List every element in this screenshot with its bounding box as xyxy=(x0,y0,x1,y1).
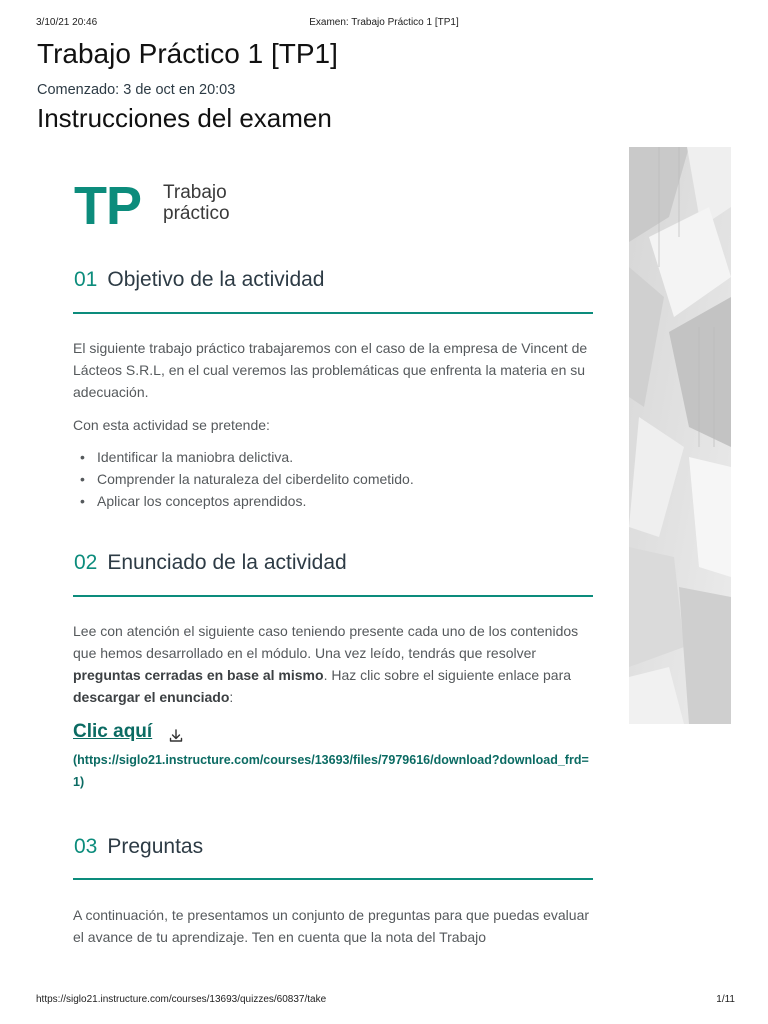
section-divider xyxy=(73,595,593,597)
tp-logo-line2: práctico xyxy=(163,203,230,224)
objetivo-intro: Con esta actividad se pretende: xyxy=(73,417,270,433)
section-divider xyxy=(73,878,593,880)
objetivo-bullet-list xyxy=(73,446,414,512)
section-heading-objetivo xyxy=(74,268,325,292)
quiz-title: Trabajo Práctico 1 [TP1] xyxy=(37,38,338,69)
enunciado-paragraph: Lee con atención el siguiente caso teniendo presente cada uno de los contenidos que hemos desarrollado en el módulo. Una vez leído, tendrás que resolver preguntas cerradas en base al mismo. Haz clic sobre el siguiente enlace para descargar el enunciado: xyxy=(73,623,579,705)
section-heading-preguntas xyxy=(74,835,203,859)
section-divider xyxy=(73,312,593,314)
download-icon[interactable] xyxy=(168,728,184,744)
tp-logo-text xyxy=(163,182,230,224)
list-item: • Aplicar los conceptos aprendidos. xyxy=(73,490,414,512)
print-page-count: 1/11 xyxy=(716,994,735,1005)
preguntas-paragraph: A continuación, te presentamos un conjunto de preguntas para que puedas evaluar el avance de tu aprendizaje. Ten en cuenta que la nota del Trabajo xyxy=(73,907,590,945)
section-title: Objetivo de la actividad xyxy=(107,268,325,291)
section-number: 01 xyxy=(74,268,98,291)
tp-logo-line1: Trabajo xyxy=(163,182,227,203)
print-datetime: 3/10/21 20:46 xyxy=(36,17,98,28)
quiz-started-text: Comenzado: 3 de oct en 20:03 xyxy=(37,82,236,98)
section-title: Enunciado de la actividad xyxy=(107,551,347,574)
list-item: • Identificar la maniobra delictiva. xyxy=(73,446,414,468)
print-footer-url: https://siglo21.instructure.com/courses/13693/quizzes/60837/take xyxy=(36,994,327,1005)
list-item: • Comprender la naturaleza del ciberdelito cometido. xyxy=(73,468,414,490)
section-title: Preguntas xyxy=(107,835,204,858)
section-number: 02 xyxy=(74,551,98,574)
section-number: 03 xyxy=(74,835,98,858)
download-link-url: (https://siglo21.instructure.com/courses/13693/files/7979616/download?download_frd=1) xyxy=(73,753,589,789)
section-heading-enunciado xyxy=(74,551,347,575)
instructions-heading: Instrucciones del examen xyxy=(37,103,332,133)
download-link[interactable]: Clic aquí xyxy=(73,721,153,742)
print-page-title: Examen: Trabajo Práctico 1 [TP1] xyxy=(309,17,459,28)
tp-logo-mark: TP xyxy=(74,176,142,236)
decorative-side-image xyxy=(629,147,731,724)
objetivo-paragraph: El siguiente trabajo práctico trabajaremos con el caso de la empresa de Vincent de Lácteos S.R.L, en el cual veremos las problemáticas que enfrenta la materia en su adecuación. xyxy=(73,340,588,400)
